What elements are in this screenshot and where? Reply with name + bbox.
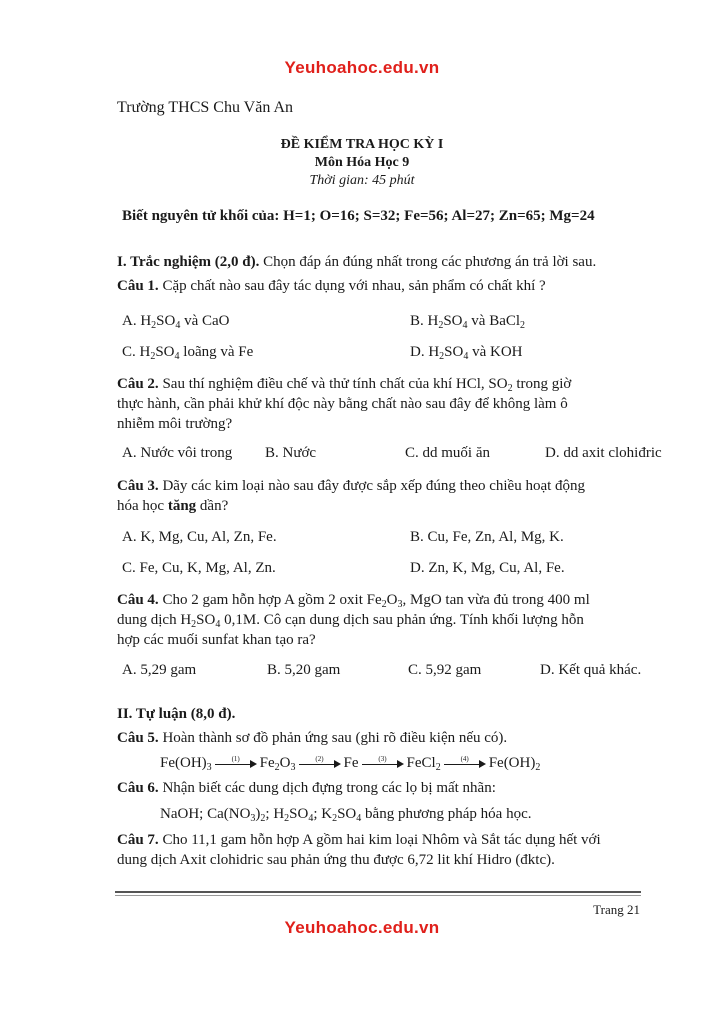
q2-option-b: B. Nước (265, 445, 317, 461)
reaction-arrow-3: (3) (362, 758, 404, 770)
page-number: Trang 21 (593, 902, 640, 917)
school-name: Trường THCS Chu Văn An (117, 99, 293, 116)
question-3-line-2: hóa học tăng dần? (117, 498, 229, 514)
q4-option-d: D. Kết quả khác. (540, 662, 642, 678)
question-4-line-3: hợp các muối sunfat khan tạo ra? (117, 632, 316, 648)
question-7: Câu 7. Cho 11,1 gam hỗn hợp A gồm hai kim loại Nhôm và Sắt tác dụng hết với (117, 832, 601, 848)
q4-option-b: B. 5,20 gam (267, 662, 341, 678)
question-4-line-2: dung dịch $H_2SO_4$ 0,1M. Cô cạn dung dịch sau phản ứng. Tính khối lượng hỗn (117, 612, 584, 630)
q4-option-c: C. 5,92 gam (408, 662, 482, 678)
part1-heading: I. Trắc nghiệm (2,0 đ). Chọn đáp án đúng nhất trong các phương án trả lời sau. (117, 254, 597, 270)
q2-option-c: C. dd muối ăn (405, 445, 490, 461)
q1-option-c: C. $H_2SO_4$ loãng và Fe (122, 344, 254, 362)
exam-subject: Môn Hóa Học 9 (314, 155, 410, 170)
part2-heading: II. Tự luận (8,0 đ). (117, 706, 236, 722)
question-7-line-2: dung dịch Axit clohidric sau phản ứng thu được 6,72 lit khí Hidro (đktc). (117, 852, 555, 868)
site-brand-header: Yeuhoahoc.edu.vn (284, 58, 440, 77)
question-1: Câu 1. Cặp chất nào sau đây tác dụng với nhau, sản phẩm có chất khí ? (117, 278, 546, 294)
q2-option-d: D. dd axit clohiđric (545, 445, 662, 461)
reaction-arrow-2: (2) (299, 758, 341, 770)
question-4: Câu 4. Cho 2 gam hỗn hợp A gồm 2 oxit $Fe_2O_3$, MgO tan vừa đủ trong 400 ml (117, 592, 590, 610)
reaction-arrow-4: (4) (444, 758, 486, 770)
footer-rule-thin (115, 895, 641, 896)
question-3: Câu 3. Dãy các kim loại nào sau đây được sắp xếp đúng theo chiều hoạt động (117, 478, 586, 494)
q3-option-c: C. Fe, Cu, K, Mg, Al, Zn. (122, 560, 276, 576)
q2-option-a: A. Nước vôi trong (122, 445, 233, 461)
reaction-scheme: $Fe(OH)_3$ (1) $Fe_2O_3$ (2) Fe (3) FeCl$_2$ (4) $Fe(OH)_2$ (160, 754, 541, 773)
q3-option-a: A. K, Mg, Cu, Al, Zn, Fe. (122, 529, 277, 545)
question-2-line-2: thực hành, cần phải khử khí độc này bằng chất nào sau đây để không làm ô (117, 396, 568, 412)
question-6: Câu 6. Nhận biết các dung dịch đựng trong các lọ bị mất nhãn: (117, 780, 496, 796)
question-5: Câu 5. Hoàn thành sơ đồ phản ứng sau (ghi rõ điều kiện nếu có). (117, 730, 508, 746)
q1-option-b: B. $H_2SO_4$ và BaCl$_2$ (410, 313, 526, 331)
question-2-line-3: nhiễm môi trường? (117, 416, 233, 432)
exam-title: ĐỀ KIỂM TRA HỌC KỲ I (280, 137, 444, 152)
site-brand-footer: Yeuhoahoc.edu.vn (284, 918, 440, 937)
question-6-list: NaOH; $Ca(NO_3)_2$; $H_2SO_4$; $K_2SO_4$ bằng phương pháp hóa học. (160, 806, 532, 824)
question-2: Câu 2. Sau thí nghiệm điều chế và thử tính chất của khí HCl, $SO_2$ trong giờ (117, 376, 572, 394)
reaction-arrow-1: (1) (215, 758, 257, 770)
atomic-masses: Biết nguyên tử khối của: H=1; O=16; S=32; Fe=56; Al=27; Zn=65; Mg=24 (122, 208, 595, 224)
exam-time: Thời gian: 45 phút (309, 173, 415, 188)
q3-option-b: B. Cu, Fe, Zn, Al, Mg, K. (410, 529, 564, 545)
q1-option-d: D. $H_2SO_4$ và KOH (410, 344, 523, 362)
q3-option-d: D. Zn, K, Mg, Cu, Al, Fe. (410, 560, 565, 576)
q4-option-a: A. 5,29 gam (122, 662, 197, 678)
q1-option-a: A. $H_2SO_4$ và CaO (122, 313, 230, 331)
footer-rule (115, 891, 641, 893)
